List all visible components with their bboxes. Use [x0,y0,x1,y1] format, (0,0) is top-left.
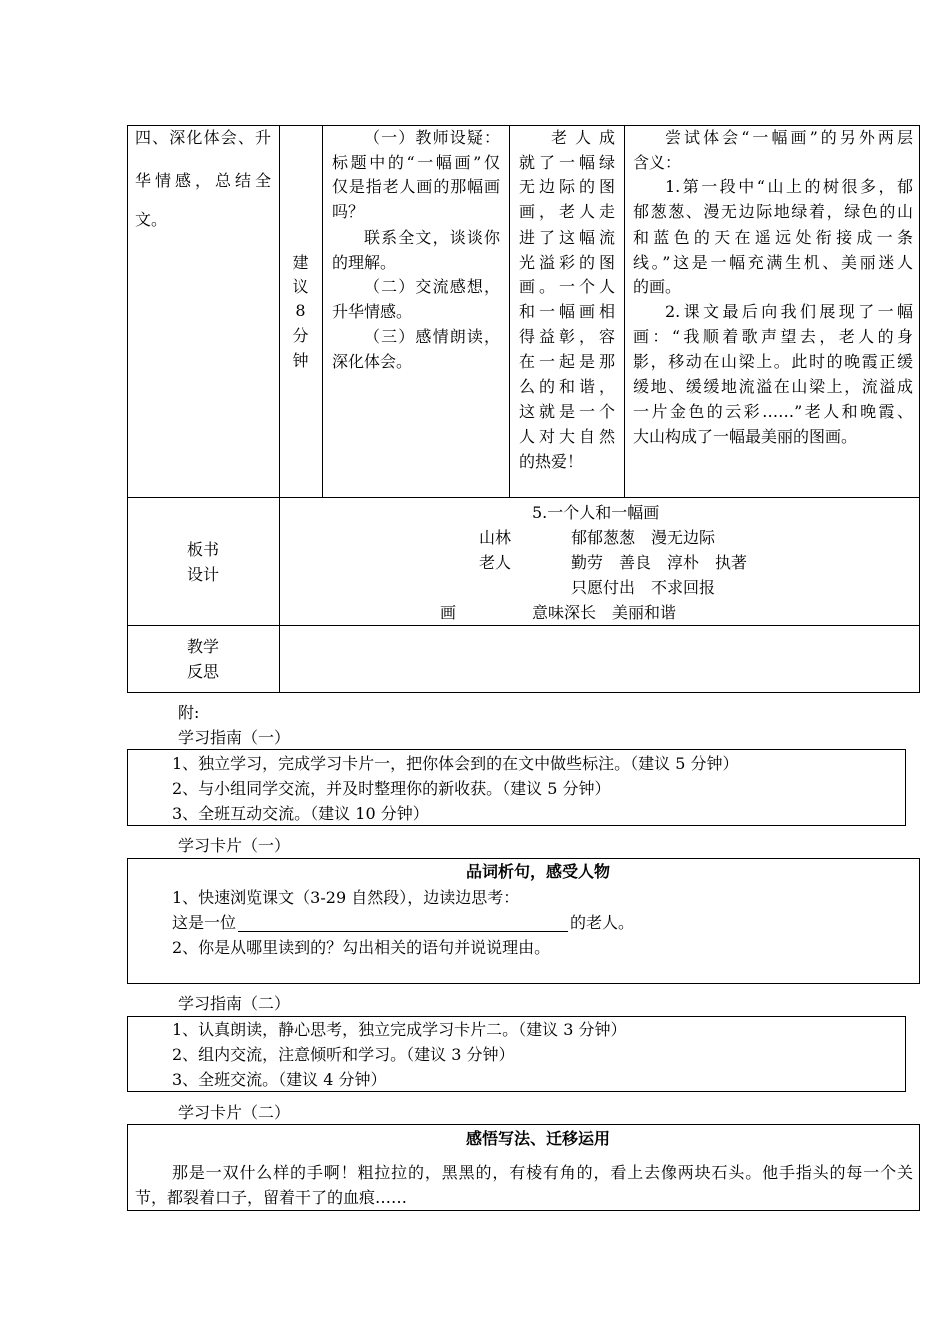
card-1-line: 2、你是从哪里读到的？勾出相关的语句并说说理由。 [172,938,551,957]
step-line: 四、深化体会、升 [135,128,271,147]
card-2-title: 学习卡片（二） [178,1103,291,1122]
cell-reflection-label [127,625,279,692]
guide-2-box [127,1016,906,1092]
board-key: 山林 [479,528,512,547]
teacher-line: 深化体会。 [332,352,413,371]
intent-line: 尝试体会“一幅画”的另外两层 [665,128,913,147]
board-title: 5.一个人和一幅画 [532,503,660,522]
time-char: 分 [292,326,309,345]
student-line: 和一幅画相 [519,302,615,321]
student-line: 无边际的图 [519,177,615,196]
student-line: 画，老人走 [519,202,615,221]
guide-2-item: 1、认真朗读，静心思考，独立完成学习卡片二。（建议 3 分钟） [172,1020,627,1039]
card-1-box [127,858,920,984]
guide-2-title: 学习指南（二） [178,994,291,1013]
intent-line: 2.课文最后向我们展现了一幅 [665,302,913,321]
intent-line: 画：“我顺着歌声望去，老人的身 [633,327,913,346]
card-2-passage-line: 节，都裂着口子，留着干了的血痕…… [135,1188,408,1207]
guide-1-item: 2、与小组同学交流，并及时整理你的新收获。（建议 5 分钟） [172,779,611,798]
time-char: 议 [292,277,309,296]
teacher-line: （三）感情朗读， [364,327,500,346]
cell-teaching-step [127,125,279,497]
card-2-box [127,1124,920,1211]
teacher-line: 升华情感。 [332,302,413,321]
intent-line: 含义： [633,153,682,172]
intent-line: 1.第一段中“山上的树很多，郁 [665,177,913,196]
time-char: 8 [295,301,306,320]
step-line: 文。 [135,210,168,229]
board-words: 郁郁葱葱 漫无边际 [571,528,716,547]
teacher-line: （一）教师设疑： [364,128,500,147]
intent-line: 大山构成了一幅最美丽的图画。 [633,427,858,446]
board-label-line: 板书 [186,540,219,559]
board-key: 画 [440,603,457,622]
student-line: 就了一幅绿 [519,153,615,172]
board-key: 老人 [479,553,512,572]
guide-1-item: 3、全班互动交流。（建议 10 分钟） [172,804,429,823]
intent-line: 和蓝色的天在遥远处衔接成一条 [633,228,913,247]
student-line: 老人成 [551,128,615,147]
card-2-heading: 感悟写法、迁移运用 [466,1129,611,1148]
board-words: 勤劳 善良 淳朴 执著 [571,553,748,572]
cell-reflection-content [279,625,919,692]
cell-board-content [279,497,919,625]
intent-line: 郁葱葱、漫无边际地绿着，绿色的山 [633,202,913,221]
guide-1-box [127,749,906,826]
card-1-heading: 品词析句，感受人物 [466,862,611,881]
card-1-title: 学习卡片（一） [178,836,291,855]
cell-board-label [127,497,279,625]
intent-line: 线。”这是一幅充满生机、美丽迷人 [633,253,913,272]
reflection-label-line: 反思 [186,662,219,681]
cell-suggested-time [279,125,322,497]
guide-1-item: 1、独立学习，完成学习卡片一，把你体会到的在文中做些标注。（建议 5 分钟） [172,754,739,773]
teacher-line: 仅是指老人画的那幅画 [332,177,500,196]
student-line: 光溢彩的图 [519,253,615,272]
intent-line: 影，移动在山梁上。此时的晚霞正缓 [633,352,913,371]
guide-2-item: 3、全班交流。（建议 4 分钟） [172,1070,387,1089]
time-char: 钟 [292,351,309,370]
card-1-blank-suffix: 的老人。 [570,913,635,932]
student-line: 这就是一个 [519,402,615,421]
student-line: 么的和谐， [519,377,615,396]
teacher-line: 吗？ [332,202,365,221]
intent-line: 的画。 [633,277,682,296]
guide-1-title: 学习指南（一） [178,728,291,747]
reflection-label-line: 教学 [186,637,219,656]
card-2-passage-line: 那是一双什么样的手啊！粗拉拉的，黑黑的，有棱有角的，看上去像两块石头。他手指头的每一个关 [172,1163,913,1182]
cell-teacher-activity [322,125,509,497]
intent-line: 缓地、缓缓地流溢在山梁上，流溢成 [633,377,913,396]
student-line: 人对大自然 [519,427,615,446]
intent-line: 一片金色的云彩……”老人和晚霞、 [633,402,913,421]
teacher-line: 的理解。 [332,253,397,272]
answer-blank-line [238,931,568,932]
guide-2-item: 2、组内交流，注意倾听和学习。（建议 3 分钟） [172,1045,515,1064]
step-line: 华情感，总结全 [135,171,271,190]
cell-design-intent [624,125,919,497]
teacher-line: （二）交流感想， [364,277,500,296]
board-words: 只愿付出 不求回报 [571,578,716,597]
appendix-label: 附: [178,703,200,722]
card-1-line: 1、快速浏览课文（3-29 自然段），边读边思考： [172,888,520,907]
card-1-blank-prefix: 这是一位 [172,913,237,932]
teacher-line: 标题中的“一幅画”仅 [332,153,500,172]
student-line: 得益彰，容 [519,327,615,346]
student-line: 进了这幅流 [519,228,615,247]
teacher-line: 联系全文，谈谈你 [364,228,500,247]
student-line: 的热爱！ [519,452,584,471]
student-line: 画。一个人 [519,277,615,296]
board-label-line: 设计 [186,565,219,584]
student-line: 在一起是那 [519,352,615,371]
cell-student-activity [509,125,624,497]
board-words: 意味深长 美丽和谐 [532,603,677,622]
time-char: 建 [292,253,309,272]
